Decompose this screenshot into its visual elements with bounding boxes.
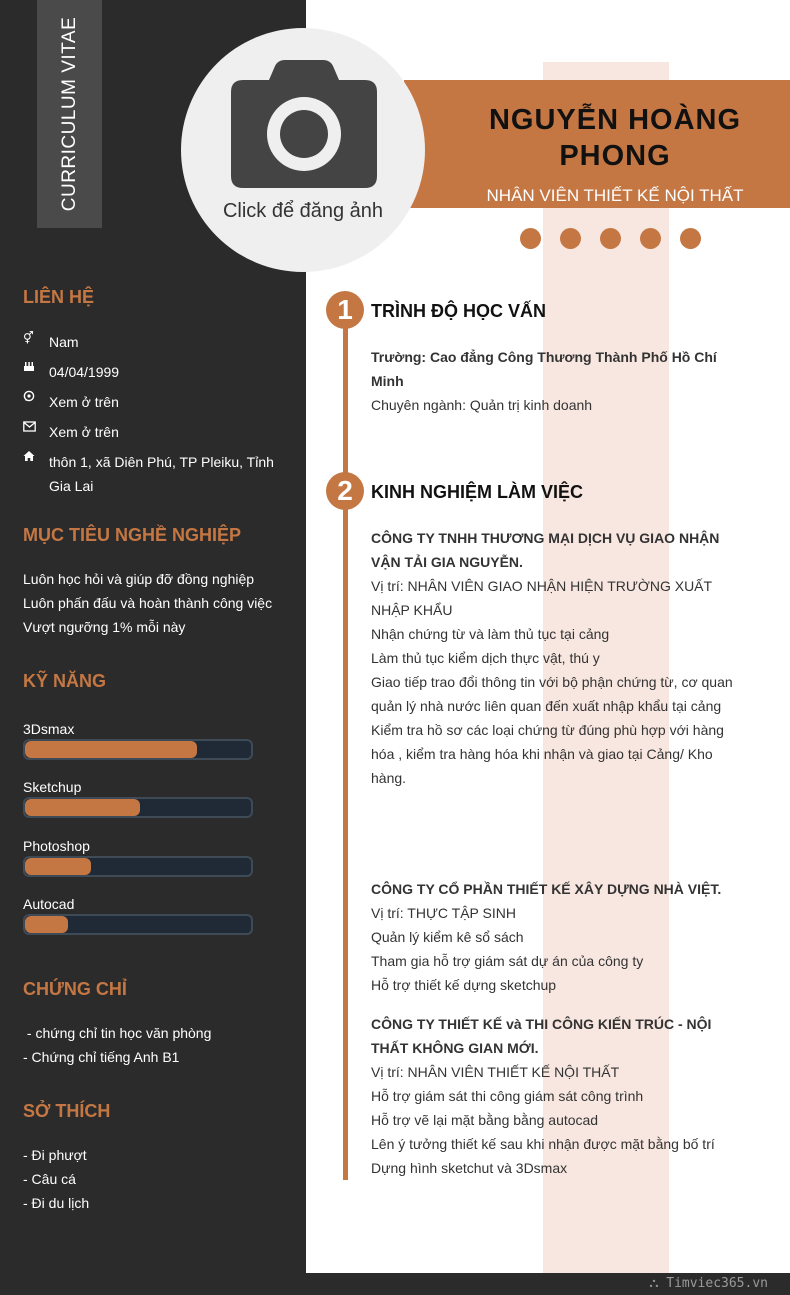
camera-icon bbox=[231, 60, 377, 188]
skill-name-autocad: Autocad bbox=[23, 896, 75, 912]
decorative-dots bbox=[520, 228, 701, 249]
avatar-upload[interactable] bbox=[181, 28, 425, 272]
objective-line: Luôn phấn đấu và hoàn thành công việc bbox=[23, 595, 273, 611]
job-entry bbox=[371, 1012, 736, 1180]
hobbies-text bbox=[23, 1143, 293, 1215]
footer-bar bbox=[306, 1273, 790, 1295]
skill-bar-sketchup bbox=[23, 797, 253, 818]
skill-name-photoshop: Photoshop bbox=[23, 838, 90, 854]
contact-address bbox=[23, 450, 283, 498]
skill-bar-photoshop bbox=[23, 856, 253, 877]
cv-label-tab bbox=[37, 0, 102, 228]
job-line: Kiểm tra hồ sơ các loại chứng từ đúng phù hợp với hàng hóa , kiểm tra hàng hóa khi nhận và giao tại Cảng/ Kho hàng. bbox=[371, 722, 724, 786]
hobbies-title: SỞ THÍCH bbox=[23, 1101, 111, 1121]
certificates-title: CHỨNG CHỈ bbox=[23, 979, 127, 999]
hobby-line: - Đi phượt bbox=[23, 1147, 87, 1163]
certificate-line: - Chứng chỉ tiếng Anh B1 bbox=[23, 1049, 180, 1065]
gender-text: Nam bbox=[49, 334, 79, 350]
job-line: Giao tiếp trao đổi thông tin với bộ phận chứng từ, cơ quan quản lý nhà nước liên quan đến xuất nhập khẩu tại cảng bbox=[371, 674, 733, 714]
home-icon bbox=[23, 450, 49, 498]
job-entry bbox=[371, 526, 736, 790]
job-line: Hỗ trợ vẽ lại mặt bằng bằng autocad bbox=[371, 1112, 599, 1128]
contact-birthday bbox=[23, 360, 283, 384]
skill-fill bbox=[25, 799, 140, 816]
job-line: Dựng hình sketchut và 3Dsmax bbox=[371, 1160, 568, 1176]
objective-title: MỤC TIÊU NGHỀ NGHIỆP bbox=[23, 525, 242, 545]
job-company: CÔNG TY CỔ PHẦN THIẾT KẾ XÂY DỰNG NHÀ VIỆT. bbox=[371, 881, 722, 897]
gender-icon: ⚥ bbox=[23, 331, 34, 345]
objective-text bbox=[23, 567, 293, 639]
job-line: Tham gia hỗ trợ giám sát dự án của công ty bbox=[371, 953, 644, 969]
skill-bar-autocad bbox=[23, 914, 253, 935]
job-line: Lên ý tưởng thiết kế sau khi nhận được mặt bằng bố trí bbox=[371, 1136, 715, 1152]
dot bbox=[560, 228, 581, 249]
job-line: Hỗ trợ thiết kế dựng sketchup bbox=[371, 977, 557, 993]
job-line: Hỗ trợ giám sát thi công giám sát công trình bbox=[371, 1088, 644, 1104]
job-line: Làm thủ tục kiểm dịch thực vật, thú y bbox=[371, 650, 600, 666]
dot bbox=[600, 228, 621, 249]
contact-gender bbox=[23, 330, 283, 354]
objective-line: Vượt ngưỡng 1% mỗi này bbox=[23, 619, 186, 635]
name-line: PHONG bbox=[559, 140, 671, 172]
contact-title: LIÊN HỆ bbox=[23, 287, 95, 307]
birthday-text: 04/04/1999 bbox=[49, 364, 120, 380]
job-line: Vị trí: THỰC TẬP SINH bbox=[371, 905, 516, 921]
skill-fill bbox=[25, 858, 91, 875]
section-number-1: 1 bbox=[326, 291, 364, 329]
timeline-line bbox=[343, 306, 348, 1180]
hobby-line: - Đi du lịch bbox=[23, 1195, 90, 1211]
dot bbox=[520, 228, 541, 249]
job-line: Quản lý kiểm kê sổ sách bbox=[371, 929, 524, 945]
job-line: Vị trí: NHÂN VIÊN THIẾT KẾ NỘI THẤT bbox=[371, 1064, 620, 1080]
dot bbox=[680, 228, 701, 249]
candidate-name bbox=[465, 102, 765, 174]
email-icon bbox=[23, 420, 49, 444]
photo-upload-label: Click để đăng ảnh bbox=[222, 200, 384, 222]
job-entry bbox=[371, 877, 736, 997]
job-company: CÔNG TY THIẾT KẾ và THI CÔNG KIẾN TRÚC - NỘI THẤT KHÔNG GIAN MỚI. bbox=[371, 1016, 712, 1056]
birthday-icon bbox=[23, 360, 49, 384]
job-company: CÔNG TY TNHH THƯƠNG MẠI DỊCH VỤ GIAO NHẬN VẬN TẢI GIA NGUYỄN. bbox=[371, 530, 720, 570]
address-text: thôn 1, xã Diên Phú, TP Pleiku, Tỉnh Gia Lai bbox=[49, 454, 274, 494]
name-line: NGUYỄN HOÀNG bbox=[488, 104, 742, 136]
cv-label: CURRICULUM VITAE bbox=[58, 16, 80, 212]
dot bbox=[640, 228, 661, 249]
skill-fill bbox=[25, 741, 197, 758]
email-text: Xem ở trên bbox=[49, 424, 119, 440]
job-line: Vị trí: NHÂN VIÊN GIAO NHẬN HIỆN TRƯỜNG XUẤT NHẬP KHẨU bbox=[371, 578, 712, 618]
certificate-line: - chứng chỉ tin học văn phòng bbox=[23, 1025, 212, 1041]
education-school: Trường: Cao đẳng Công Thương Thành Phố Hồ Chí Minh bbox=[371, 349, 717, 389]
job-title: NHÂN VIÊN THIẾT KẾ NỘI THẤT bbox=[486, 186, 744, 205]
watermark: ⛬ Timviec365.vn bbox=[649, 1276, 768, 1291]
skill-fill bbox=[25, 916, 68, 933]
hobby-line: - Câu cá bbox=[23, 1171, 76, 1187]
education-content bbox=[371, 345, 736, 417]
skill-bar-3dsmax bbox=[23, 739, 253, 760]
skill-name-sketchup: Sketchup bbox=[23, 779, 82, 795]
job-line: Nhận chứng từ và làm thủ tục tại cảng bbox=[371, 626, 610, 642]
skills-title: KỸ NĂNG bbox=[23, 671, 107, 691]
certificates-text bbox=[23, 1021, 293, 1069]
contact-phone bbox=[23, 390, 283, 414]
objective-line: Luôn học hỏi và giúp đỡ đồng nghiệp bbox=[23, 571, 255, 587]
phone-icon bbox=[23, 390, 49, 414]
education-major: Chuyên ngành: Quản trị kinh doanh bbox=[371, 397, 593, 413]
section-number-2: 2 bbox=[326, 472, 364, 510]
skill-name-3dsmax: 3Dsmax bbox=[23, 721, 75, 737]
experience-title: KINH NGHIỆM LÀM VIỆC bbox=[371, 482, 584, 502]
contact-email bbox=[23, 420, 283, 444]
phone-text: Xem ở trên bbox=[49, 394, 119, 410]
education-title: TRÌNH ĐỘ HỌC VẤN bbox=[371, 301, 546, 321]
